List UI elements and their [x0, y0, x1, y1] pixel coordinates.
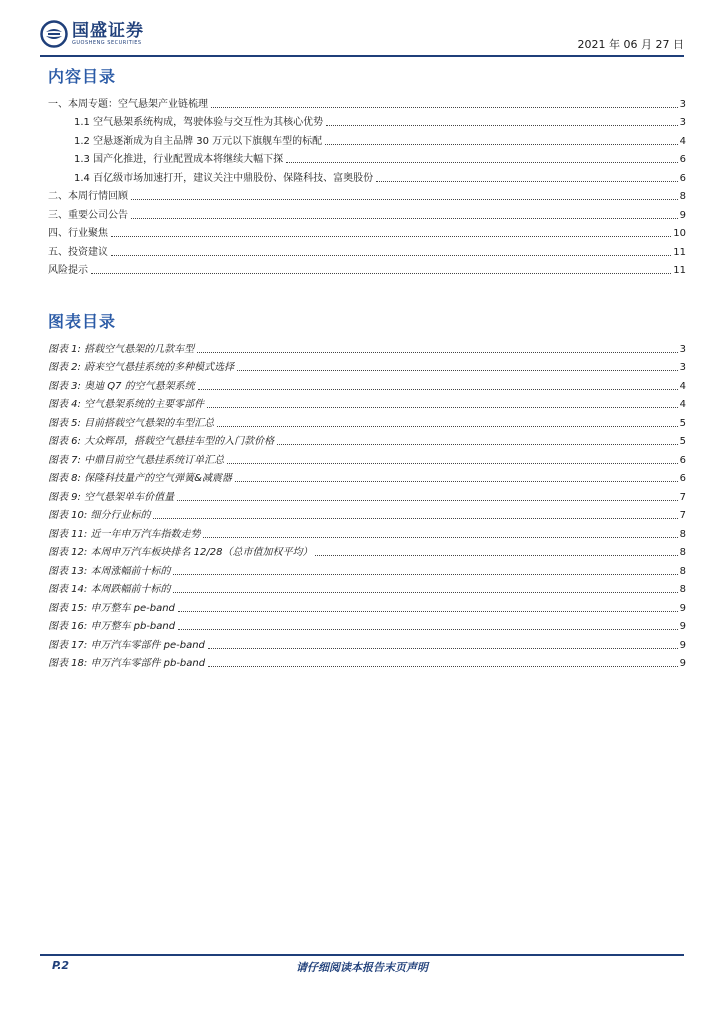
company-name-en: GUOSHENG SECURITIES [72, 39, 142, 46]
toc-entry[interactable]: 二、本周行情回顾 8 [48, 191, 686, 202]
figure-entry[interactable]: 图表 10: 细分行业标的 7 [48, 510, 686, 521]
company-logo [40, 20, 144, 48]
report-date: 2021 年 06 月 27 日 [577, 38, 684, 51]
toc-entry[interactable]: 四、行业聚焦 10 [48, 228, 686, 239]
toc-entry[interactable]: 五、投资建议 11 [48, 246, 686, 258]
toc-entry[interactable]: 一、本周专题：空气悬架产业链梳理 3 [48, 98, 686, 110]
figure-entry[interactable]: 图表 6: 大众辉昂，搭载空气悬挂车型的入门款价格 5 [48, 436, 686, 447]
page-header [40, 18, 684, 58]
toc-entry[interactable]: 1.4 百亿级市场加速打开，建议关注中鼎股份、保隆科技、富奥股份 6 [74, 172, 686, 184]
figure-entry[interactable]: 图表 18: 申万汽车零部件 pb-band 9 [48, 658, 686, 669]
company-name-cn: 国盛证券 [72, 20, 144, 41]
guosheng-logo-icon [40, 20, 68, 48]
figure-entry[interactable]: 图表 5: 目前搭载空气悬架的车型汇总 5 [48, 417, 686, 429]
figure-entry[interactable]: 图表 17: 申万汽车零部件 pe-band 9 [48, 639, 686, 651]
figure-entry[interactable]: 图表 15: 申万整车 pe-band 9 [48, 602, 686, 614]
figure-entry[interactable]: 图表 3: 奥迪 Q7 的空气悬架系统 4 [48, 380, 686, 392]
figure-entry[interactable]: 图表 8: 保隆科技量产的空气弹簧&减震器 6 [48, 473, 686, 484]
toc-entry[interactable]: 三、重要公司公告 9 [48, 209, 686, 221]
figure-entry[interactable]: 图表 7: 中鼎目前空气悬挂系统订单汇总 6 [48, 454, 686, 466]
footer-disclaimer: 请仔细阅读本报告末页声明 [296, 961, 428, 974]
toc-entry[interactable]: 1.1 空气悬架系统构成，驾驶体验与交互性为其核心优势 3 [74, 117, 686, 128]
toc-entry[interactable]: 风险提示 11 [48, 265, 686, 276]
figure-entry[interactable]: 图表 13: 本周涨幅前十标的 8 [48, 565, 686, 577]
toc-entry[interactable]: 1.3 国产化推进，行业配置成本将继续大幅下探 6 [74, 154, 686, 165]
figure-entry[interactable]: 图表 12: 本周申万汽车板块排名 12/28（总市值加权平均） 8 [48, 547, 686, 558]
footer-divider [40, 954, 684, 956]
figures-title: 图表目录 [48, 312, 117, 331]
figure-entry[interactable]: 图表 4: 空气悬架系统的主要零部件 4 [48, 399, 686, 410]
toc-entry[interactable]: 1.2 空悬逐渐成为自主品牌 30 万元以下旗舰车型的标配 4 [74, 135, 686, 147]
figure-entry[interactable]: 图表 14: 本周跌幅前十标的 8 [48, 584, 686, 595]
figure-entry[interactable]: 图表 1: 搭载空气悬架的几款车型 3 [48, 343, 686, 355]
figures-list [48, 337, 686, 670]
figure-entry[interactable]: 图表 9: 空气悬架单车价值量 7 [48, 491, 686, 503]
contents-title: 内容目录 [48, 67, 117, 86]
figure-entry[interactable]: 图表 16: 申万整车 pb-band 9 [48, 621, 686, 632]
page-number: P.2 [52, 959, 70, 972]
contents-list [48, 92, 686, 277]
figure-entry[interactable]: 图表 2: 蔚来空气悬挂系统的多种模式选择 3 [48, 362, 686, 373]
figure-entry[interactable]: 图表 11: 近一年申万汽车指数走势 8 [48, 528, 686, 540]
header-divider [40, 55, 684, 57]
